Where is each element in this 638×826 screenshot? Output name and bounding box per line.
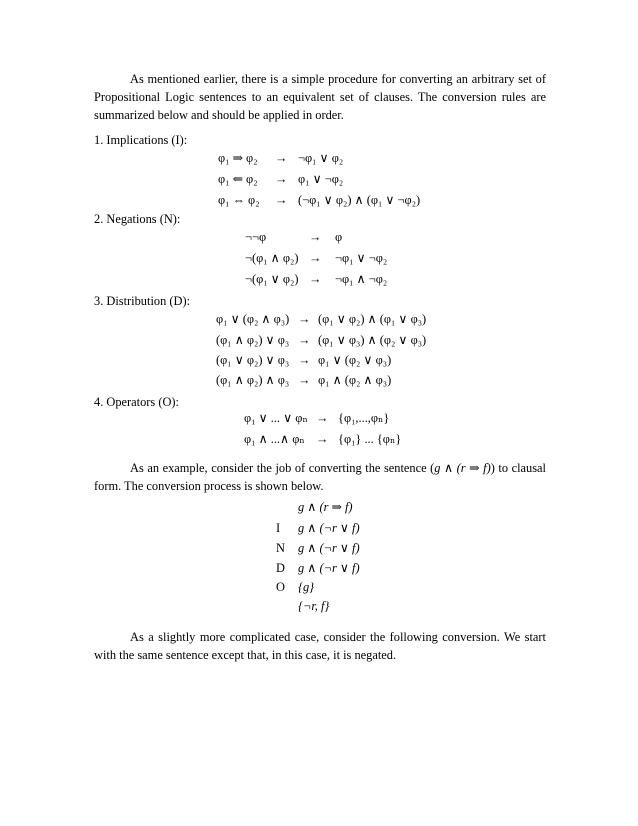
example-paragraph	[94, 459, 546, 495]
derivation-step	[0, 538, 638, 558]
example-text-before: As an example, consider the job of converting the sentence (	[130, 461, 435, 475]
rule-rhs: φ₁ ∨ ¬φ₂	[298, 172, 344, 186]
rule-arrow: →	[298, 312, 311, 326]
rule-lhs: ¬¬φ	[245, 230, 267, 244]
section-heading-implications: 1. Implications (I):	[94, 133, 188, 147]
example-formula: g ∧ (r ⇒ f)	[434, 461, 491, 475]
rule-lhs: (φ₁ ∧ φ₂) ∨ φ₃	[216, 333, 290, 347]
step-expression: g ∧ (r ⇒ f)	[298, 500, 353, 514]
rule-rhs: ¬φ₁ ∨ ¬φ₂	[335, 251, 388, 265]
rule-rhs: {φ₁} ... {φₙ}	[338, 432, 402, 446]
final-text: As a slightly more complicated case, consider the following conversion. We start with the same sentence except that, in this case, it is negated.	[94, 630, 546, 662]
final-paragraph	[94, 628, 546, 664]
section-heading-distribution: 3. Distribution (D):	[94, 294, 191, 308]
derivation-step	[0, 558, 638, 578]
rule-lhs: ¬(φ₁ ∧ φ₂)	[245, 251, 299, 265]
rule-rhs: (φ₁ ∨ φ₂) ∧ (φ₁ ∨ φ₃)	[318, 312, 427, 326]
rule-arrow: →	[298, 333, 311, 347]
example-text-after: ) to clausal form. The conversion process is shown below.	[94, 461, 546, 493]
rule-arrow: →	[316, 432, 329, 446]
rule-arrow: →	[309, 272, 322, 286]
rule-rhs: φ₁ ∧ (φ₂ ∧ φ₃)	[318, 373, 392, 387]
section-heading-negations: 2. Negations (N):	[94, 212, 181, 226]
step-tag: I	[276, 521, 281, 535]
rule-rhs: {φ₁,...,φₙ}	[338, 411, 390, 425]
step-tag: D	[276, 561, 285, 575]
rule-arrow: →	[298, 373, 311, 387]
step-tag: O	[276, 580, 285, 594]
rule-arrow: →	[275, 172, 288, 186]
rule-lhs: φ₁ ⇒ φ₂	[218, 151, 258, 165]
rule-rhs: (φ₁ ∨ φ₃) ∧ (φ₂ ∨ φ₃)	[318, 333, 427, 347]
step-expression: {¬r, f}	[298, 599, 330, 613]
rule-arrow: →	[316, 411, 329, 425]
intro-paragraph	[94, 70, 546, 124]
rule-lhs: φ₁ ⇐ φ₂	[218, 172, 258, 186]
rule-rhs: (¬φ₁ ∨ φ₂) ∧ (φ₁ ∨ ¬φ₂)	[298, 193, 421, 207]
rule-rhs: φ	[335, 230, 343, 244]
step-tag: N	[276, 541, 285, 555]
derivation-step	[0, 497, 638, 517]
rule-lhs: φ₁ ⇔ φ₂	[218, 193, 260, 207]
rule-lhs: φ₁ ∨ (φ₂ ∧ φ₃)	[216, 312, 290, 326]
rule-arrow: →	[275, 151, 288, 165]
step-expression: {g}	[298, 580, 315, 594]
rule-lhs: (φ₁ ∧ φ₂) ∧ φ₃	[216, 373, 290, 387]
intro-text: As mentioned earlier, there is a simple procedure for converting an arbitrary set of Propositional Logic sentences to an equivalent set of clauses. The conversion rules are summarized below and should be applied in order.	[94, 72, 546, 122]
step-expression: g ∧ (¬r ∨ f)	[298, 521, 360, 535]
step-expression: g ∧ (¬r ∨ f)	[298, 541, 360, 555]
rule-arrow: →	[298, 353, 311, 367]
derivation-step	[0, 518, 638, 538]
rule-lhs: φ₁ ∧ ...∧ φₙ	[244, 432, 305, 446]
rule-lhs: (φ₁ ∨ φ₂) ∨ φ₃	[216, 353, 290, 367]
rule-arrow: →	[309, 251, 322, 265]
step-expression: g ∧ (¬r ∨ f)	[298, 561, 360, 575]
rule-rhs: φ₁ ∨ (φ₂ ∨ φ₃)	[318, 353, 392, 367]
rule-rhs: ¬φ₁ ∨ φ₂	[298, 151, 344, 165]
rule-arrow: →	[275, 193, 288, 207]
section-heading-operators: 4. Operators (O):	[94, 395, 179, 409]
rule-lhs: ¬(φ₁ ∨ φ₂)	[245, 272, 299, 286]
derivation-step	[0, 596, 638, 616]
rule-arrow: →	[309, 230, 322, 244]
rule-rhs: ¬φ₁ ∧ ¬φ₂	[335, 272, 388, 286]
rule-lhs: φ₁ ∨ ... ∨ φₙ	[244, 411, 308, 425]
derivation-step	[0, 577, 638, 597]
